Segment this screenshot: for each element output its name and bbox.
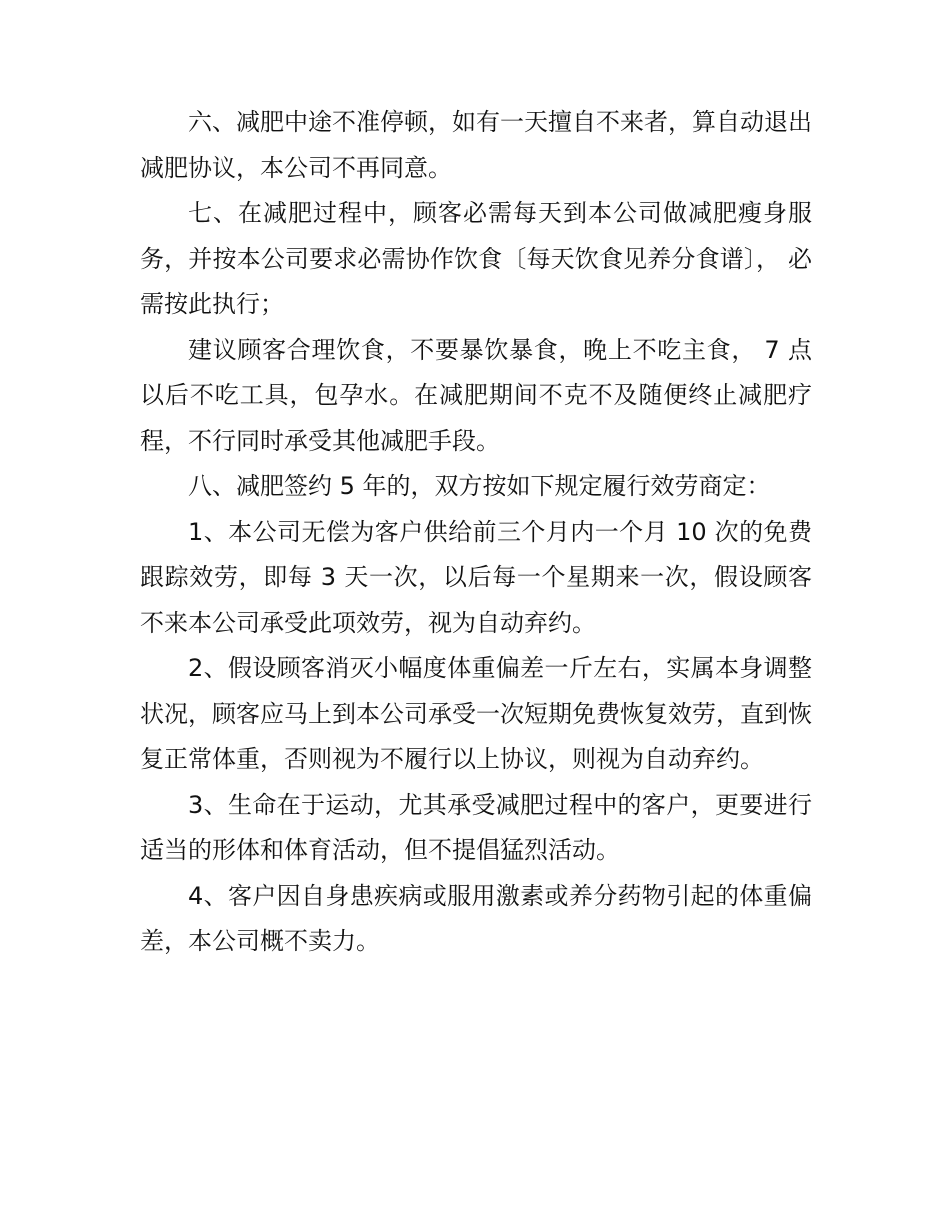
paragraph-clause-8: 八、减肥签约 5 年的，双方按如下规定履行效劳商定： bbox=[188, 472, 771, 500]
paragraph-item-1: 1、本公司无偿为客户供给前三个月内一个月 10 次的免费跟踪效劳，即每 3 天一次，以后每一个星期来一次，假设顾客不来本公司承受此项效劳，视为自动弃约。 bbox=[140, 517, 812, 637]
paragraph-diet-advice: 建议顾客合理饮食，不要暴饮暴食，晚上不吃主食， 7 点以后不吃工具，包孕水。在减肥期间不克不及随便终止减肥疗程，不行同时承受其他减肥手段。 bbox=[140, 335, 812, 455]
paragraph-item-3: 3、生命在于运动，尤其承受减肥过程中的客户，更要进行适当的形体和体育活动，但不提倡猛烈活动。 bbox=[140, 790, 812, 864]
paragraph-clause-6: 六、减肥中途不准停顿，如有一天擅自不来者，算自动退出减肥协议，本公司不再同意。 bbox=[140, 108, 812, 182]
paragraph-clause-7: 七、在减肥过程中，顾客必需每天到本公司做减肥瘦身服务，并按本公司要求必需协作饮食〔每天饮食见养分食谱〕， 必需按此执行； bbox=[140, 199, 812, 318]
paragraph-item-2: 2、假设顾客消灭小幅度体重偏差一斤左右，实属本身调整状况，顾客应马上到本公司承受一次短期免费恢复效劳，直到恢复正常体重，否则视为不履行以上协议，则视为自动弃约。 bbox=[140, 654, 812, 773]
document-body bbox=[140, 100, 812, 965]
paragraph-item-4: 4、客户因自身患疾病或服用激素或养分药物引起的体重偏差，本公司概不卖力。 bbox=[140, 881, 812, 955]
